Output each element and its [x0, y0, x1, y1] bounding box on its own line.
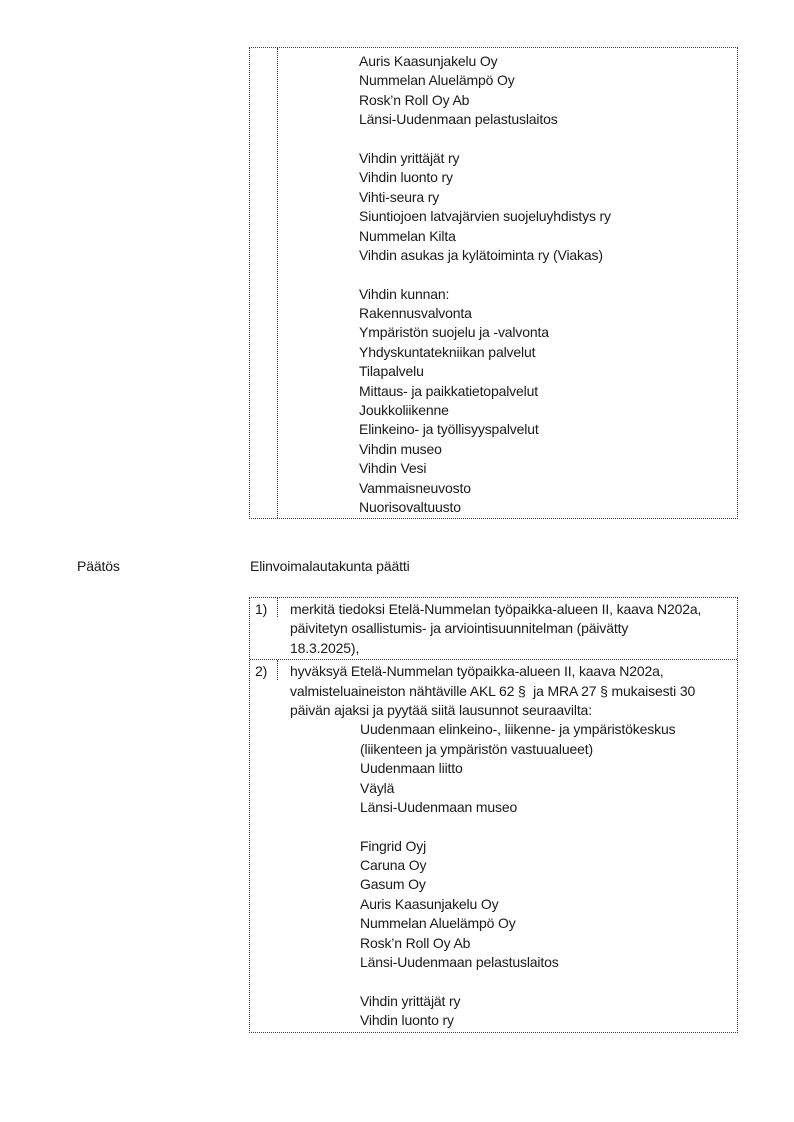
decision-item-row-2 — [250, 659, 737, 1031]
decision-text-line: päivitetyn osallistumis- ja arviointisuunnitelman (päivätty — [290, 620, 629, 637]
consultee-line: Uudenmaan elinkeino-, liikenne- ja ympäristökeskus — [360, 721, 676, 738]
recipient-line: Vihdin luonto ry — [359, 169, 453, 186]
consultee-line: Nummelan Aluelämpö Oy — [360, 915, 516, 932]
recipient-line — [359, 265, 735, 284]
recipient-line: Vihdin museo — [359, 440, 442, 457]
decision-item-text — [290, 600, 735, 658]
decision-item-sublist — [290, 720, 735, 1030]
recipient-line: Vihdin asukas ja kylätoiminta ry (Viakas) — [359, 246, 603, 263]
consultee-line: Länsi-Uudenmaan museo — [360, 798, 518, 815]
decision-item-content — [278, 660, 737, 1031]
recipient-line: Nuorisovaltuusto — [359, 498, 461, 515]
decision-text-line: päivän ajaksi ja pyytää siitä lausunnot seuraavilta: — [290, 701, 592, 718]
decision-text-line: hyväksyä Etelä-Nummelan työpaikka-alueen II, kaava N202a, — [290, 663, 664, 680]
recipient-line: Rakennusvalvonta — [359, 305, 472, 322]
consultee-line: Fingrid Oyj — [360, 837, 427, 854]
decision-items-table — [249, 597, 738, 1033]
recipient-line: Auris Kaasunjakelu Oy — [359, 53, 498, 69]
decision-item-text — [290, 662, 735, 720]
recipients-table — [249, 47, 738, 519]
consultee-line: Vihdin yrittäjät ry — [360, 992, 461, 1009]
recipient-line: Mittaus- ja paikkatietopalvelut — [359, 382, 538, 399]
consultee-line: Caruna Oy — [360, 857, 427, 874]
recipients-table-empty-column — [250, 48, 278, 518]
recipients-list — [278, 48, 737, 518]
recipient-line: Vihdin Vesi — [359, 460, 427, 477]
decision-text-line: 18.3.2025), — [290, 639, 360, 656]
decision-label: Päätös — [77, 558, 120, 574]
decision-item-row-1 — [250, 598, 737, 659]
consultee-line: Auris Kaasunjakelu Oy — [360, 895, 499, 912]
consultee-line — [360, 817, 735, 836]
recipient-line: Joukkoliikenne — [359, 402, 449, 419]
consultee-line: (liikenteen ja ympäristön vastuualueet) — [360, 740, 594, 757]
consultee-line: Gasum Oy — [360, 876, 426, 893]
recipient-line: Vihti-seura ry — [359, 188, 440, 205]
consultee-line: Rosk’n Roll Oy Ab — [360, 934, 471, 951]
recipient-line: Länsi-Uudenmaan pelastuslaitos — [359, 111, 558, 128]
recipient-line: Vihdin yrittäjät ry — [359, 149, 460, 166]
recipient-line: Yhdyskuntatekniikan palvelut — [359, 343, 536, 360]
consultee-line: Uudenmaan liitto — [360, 760, 463, 777]
decision-item-number: 2) — [250, 660, 278, 679]
decision-item-number: 1) — [250, 598, 278, 617]
recipient-line: Vihdin kunnan: — [359, 285, 450, 302]
consultee-line: Länsi-Uudenmaan pelastuslaitos — [360, 954, 559, 971]
consultee-line: Väylä — [360, 779, 395, 796]
recipient-line: Nummelan Kilta — [359, 227, 456, 244]
consultee-line — [360, 972, 735, 991]
decision-text-line: merkitä tiedoksi Etelä-Nummelan työpaikka-alueen II, kaava N202a, — [290, 601, 702, 617]
recipient-line: Nummelan Aluelämpö Oy — [359, 72, 515, 89]
recipient-line: Vammaisneuvosto — [359, 479, 471, 496]
consultee-line: Vihdin luonto ry — [360, 1012, 454, 1029]
recipient-line: Siuntiojoen latvajärvien suojeluyhdistys ry — [359, 208, 611, 225]
recipient-line: Elinkeino- ja työllisyyspalvelut — [359, 421, 539, 438]
decision-item-content — [278, 598, 737, 659]
decision-text-line: valmisteluaineiston nähtäville AKL 62 § ja MRA 27 § mukaisesti 30 — [290, 682, 696, 699]
recipient-line — [359, 130, 735, 149]
recipient-line: Rosk’n Roll Oy Ab — [359, 91, 470, 108]
recipient-line: Ympäristön suojelu ja -valvonta — [359, 324, 549, 341]
decision-heading: Elinvoimalautakunta päätti — [250, 558, 410, 574]
recipient-line: Tilapalvelu — [359, 363, 424, 380]
